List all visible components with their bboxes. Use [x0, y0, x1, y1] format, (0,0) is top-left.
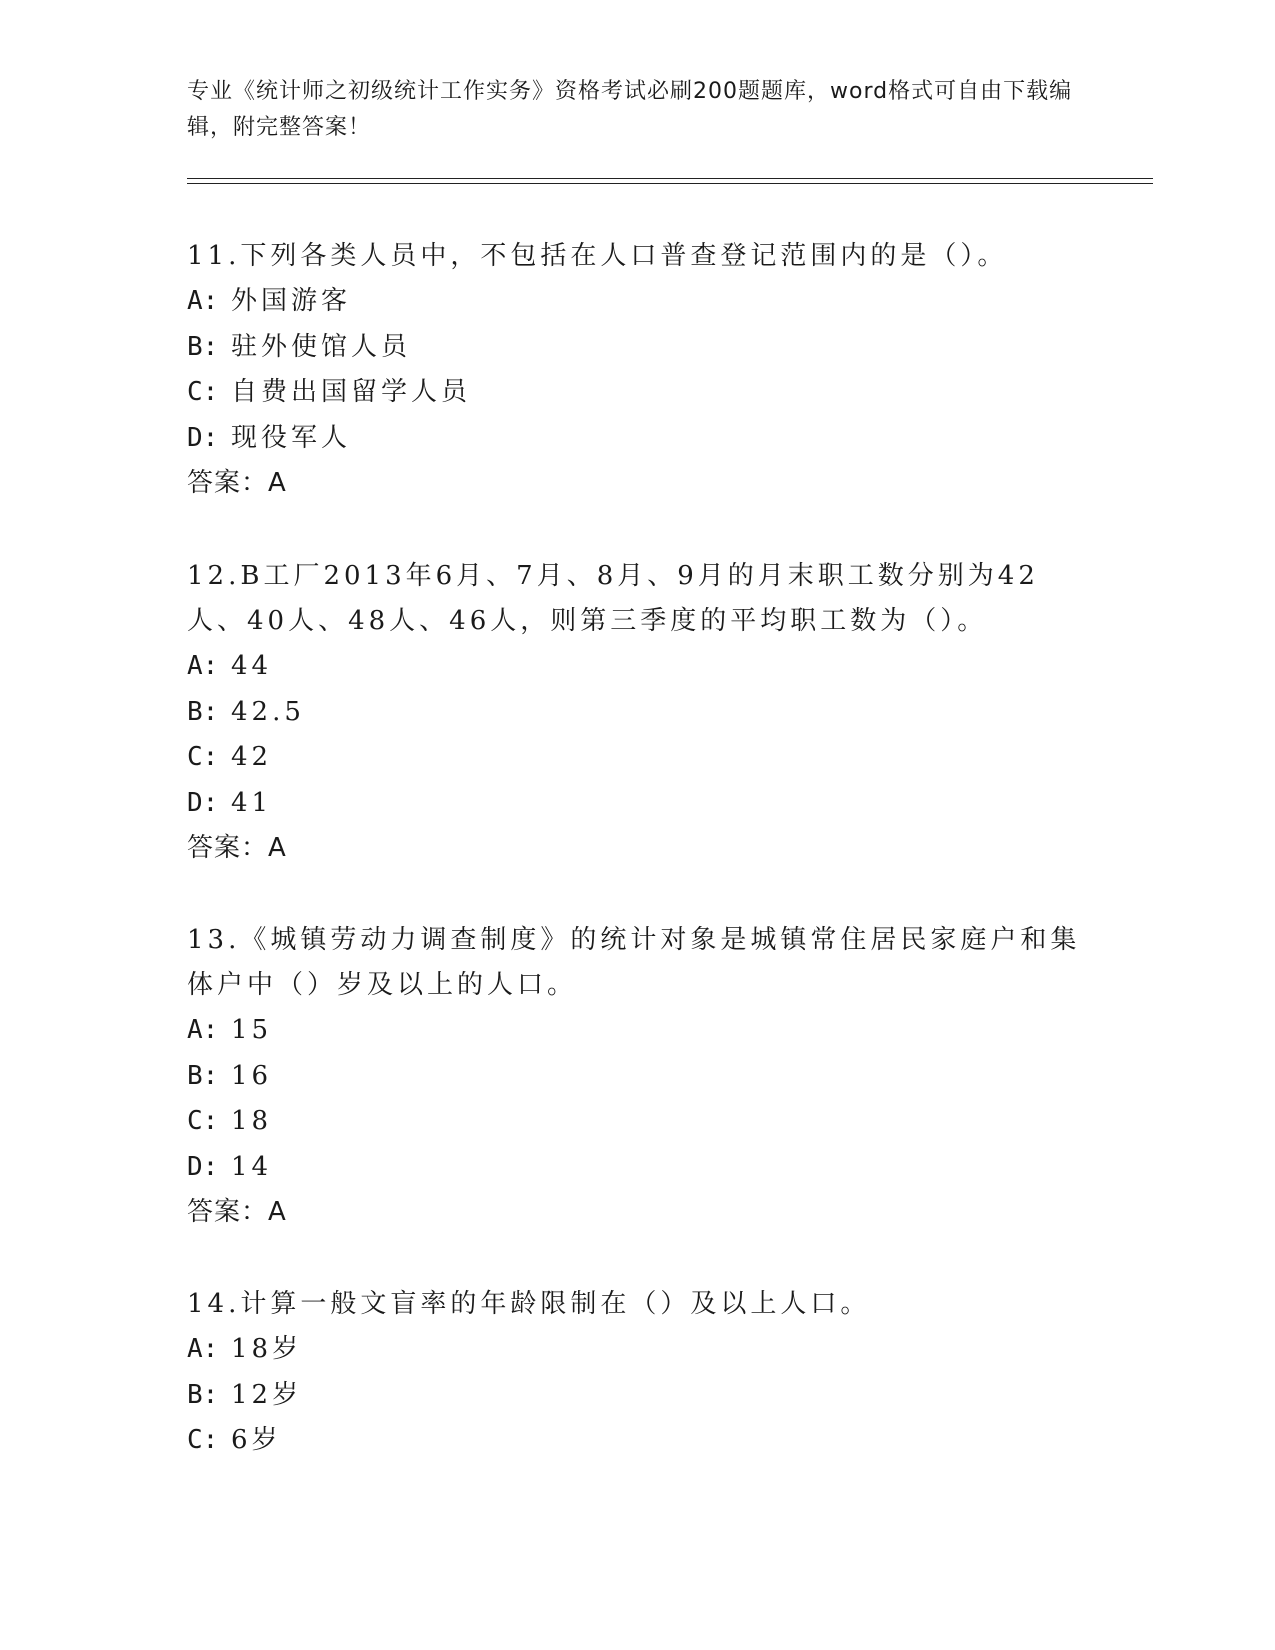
option-label: A: [187, 1334, 219, 1364]
option-label: C: [187, 1106, 219, 1136]
answer: 答案：A [187, 833, 287, 863]
option-label: C: [187, 377, 219, 407]
option-text: 6岁 [231, 1425, 282, 1455]
answer: 答案：A [187, 468, 287, 498]
option-text: 18岁 [231, 1334, 303, 1364]
answer: 答案：A [187, 1197, 287, 1227]
question-stem: 12.B工厂2013年6月、7月、8月、9月的月末职工数分别为42人、40人、48人、46人，则第三季度的平均职工数为（）。 [187, 561, 1039, 636]
option-b [187, 690, 1087, 736]
question-stem: 11.下列各类人员中，不包括在人口普查登记范围内的是（）。 [187, 241, 1008, 271]
option-label: B: [187, 1060, 219, 1091]
option-label: B: [187, 1379, 219, 1410]
option-d [187, 416, 1087, 462]
option-a [187, 1327, 1087, 1373]
option-b [187, 1054, 1087, 1100]
option-c [187, 735, 1087, 781]
option-c [187, 1099, 1087, 1145]
option-label: B: [187, 696, 219, 727]
option-c [187, 370, 1087, 416]
option-text: 41 [231, 787, 273, 818]
option-b [187, 325, 1087, 371]
header-divider-top [187, 178, 1153, 179]
option-text: 18 [231, 1106, 273, 1136]
option-a [187, 279, 1087, 325]
option-text: 外国游客 [231, 286, 352, 316]
option-label: A: [187, 1015, 219, 1045]
option-d [187, 781, 1087, 827]
option-text: 12岁 [231, 1379, 303, 1410]
option-d [187, 1145, 1087, 1191]
question-stem: 14.计算一般文盲率的年龄限制在（）及以上人口。 [187, 1289, 871, 1319]
option-text: 现役军人 [231, 422, 352, 453]
question-11 [187, 234, 1087, 506]
document-header: 专业《统计师之初级统计工作实务》资格考试必刷200题题库，word格式可自由下载编辑，附完整答案！ [187, 79, 1073, 140]
option-text: 44 [231, 651, 273, 681]
option-label: A: [187, 651, 219, 681]
header-divider-bottom [187, 183, 1153, 184]
option-label: B: [187, 331, 219, 362]
option-text: 驻外使馆人员 [231, 331, 412, 362]
option-text: 42 [231, 742, 273, 772]
option-label: C: [187, 742, 219, 772]
option-text: 16 [231, 1060, 273, 1091]
option-a [187, 644, 1087, 690]
option-label: C: [187, 1425, 219, 1455]
option-label: D: [187, 787, 219, 818]
question-stem: 13.《城镇劳动力调查制度》的统计对象是城镇常住居民家庭户和集体户中（）岁及以上的人口。 [187, 925, 1081, 1000]
option-text: 15 [231, 1015, 273, 1045]
option-label: D: [187, 422, 219, 453]
option-text: 自费出国留学人员 [231, 377, 472, 407]
option-text: 42.5 [231, 696, 305, 727]
option-a [187, 1008, 1087, 1054]
option-c [187, 1418, 1087, 1464]
option-label: D: [187, 1151, 219, 1182]
question-13 [187, 918, 1087, 1235]
option-b [187, 1373, 1087, 1419]
question-12 [187, 554, 1087, 871]
question-14 [187, 1282, 1087, 1464]
option-label: A: [187, 286, 219, 316]
option-text: 14 [231, 1151, 273, 1182]
